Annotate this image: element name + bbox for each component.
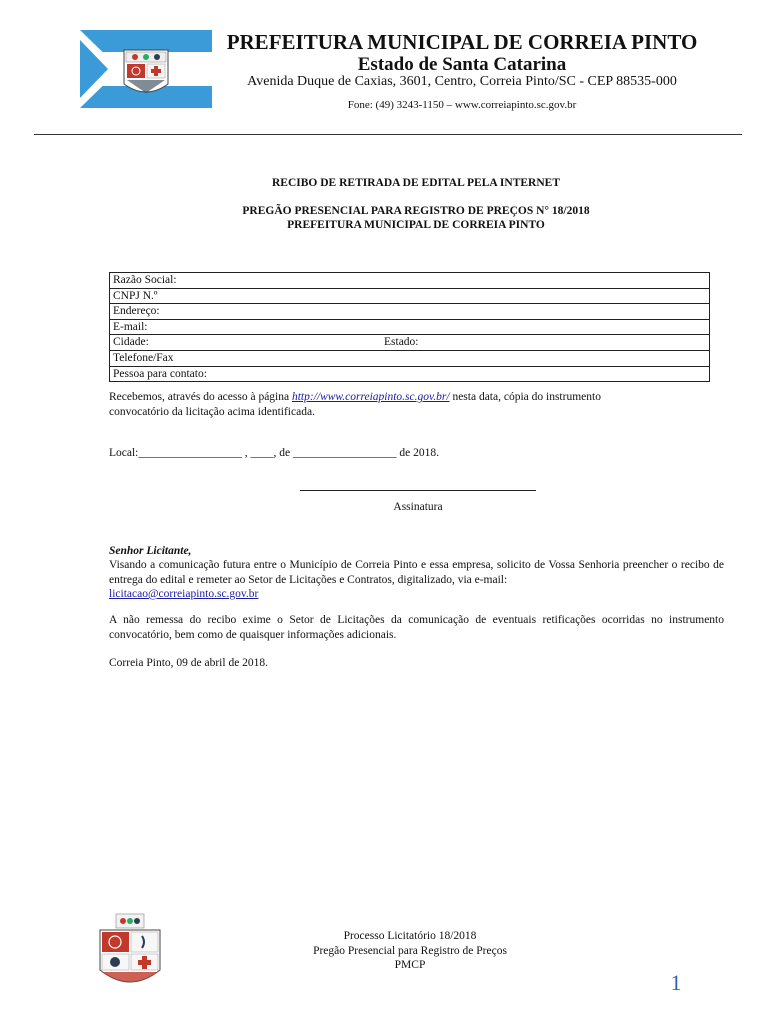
doc-subheading-1: PREGÃO PRESENCIAL PARA REGISTRO DE PREÇOS N° 18/2018 [242,205,590,217]
footer-modality: Pregão Presencial para Registro de Preços [313,945,507,957]
form-label-cnpj: CNPJ N.º [113,289,158,302]
form-row-telefone[interactable] [110,351,709,367]
instruction-text: Visando a comunicação futura entre o Município de Correia Pinto e essa empresa, solicito de Vossa Senhoria preencher o recibo de entrega do edital e remeter ao Setor de Licitações e Contratos, digitalizado, via e-mail: [109,559,724,586]
footer-process: Processo Licitatório 18/2018 [343,930,477,942]
form-label-endereco: Endereço: [113,305,160,318]
local-date-line: Local:__________________ , ____, de __________________ de 2018. [109,447,439,459]
form-row-email[interactable] [110,320,709,336]
page-number: 1 [670,970,682,995]
form-row-contato[interactable] [110,367,709,382]
header-state: Estado de Santa Catarina [357,54,567,75]
form-label-cidade: Cidade: [113,336,149,349]
form-row-cnpj[interactable] [110,289,709,305]
doc-heading: RECIBO DE RETIRADA DE EDITAL PELA INTERNET [272,177,560,189]
form-row-endereco[interactable] [110,304,709,320]
receipt-text-line2: convocatório da licitação acima identificada. [109,405,315,418]
header-divider [34,134,742,135]
salutation: Senhor Licitante, [109,545,192,557]
header-phone: Fone: (49) 3243-1150 – www.correiapinto.sc.gov.br [347,99,577,111]
footer-entity: PMCP [394,959,426,971]
form-label-contato: Pessoa para contato: [113,367,207,380]
date-line: Correia Pinto, 09 de abril de 2018. [109,657,269,669]
instruction-paragraph [109,558,724,602]
form-row-razao[interactable] [110,273,709,289]
form-label-razao: Razão Social: [113,274,177,286]
notice-paragraph: A não remessa do recibo exime o Setor de Licitações da comunicação de eventuais retificações ocorridas no instrumento convocatório, bem como de quaisquer informações adicionais. [109,614,724,641]
form-row-cidade[interactable] [110,335,709,351]
form-label-telefone: Telefone/Fax [113,351,174,364]
receipt-text-pre: Recebemos, através do acesso à página [109,391,292,403]
receipt-paragraph [109,390,724,419]
header-address: Avenida Duque de Caxias, 3601, Centro, Correia Pinto/SC - CEP 88535-000 [247,74,677,89]
receipt-text-post: nesta data, cópia do instrumento [449,391,601,403]
recipient-form [109,272,710,382]
form-label-estado: Estado: [384,336,419,349]
signature-line [300,490,536,491]
signature-label: Assinatura [393,501,443,513]
website-link[interactable]: http://www.correiapinto.sc.gov.br/ [291,391,450,403]
form-label-email: E-mail: [113,320,148,333]
municipal-flag-icon [80,30,212,108]
municipal-coat-of-arms-icon [94,912,166,994]
email-link[interactable]: licitacao@correiapinto.sc.gov.br [109,588,259,600]
doc-subheading-2: PREFEITURA MUNICIPAL DE CORREIA PINTO [287,219,545,231]
header-title: PREFEITURA MUNICIPAL DE CORREIA PINTO [226,30,698,54]
